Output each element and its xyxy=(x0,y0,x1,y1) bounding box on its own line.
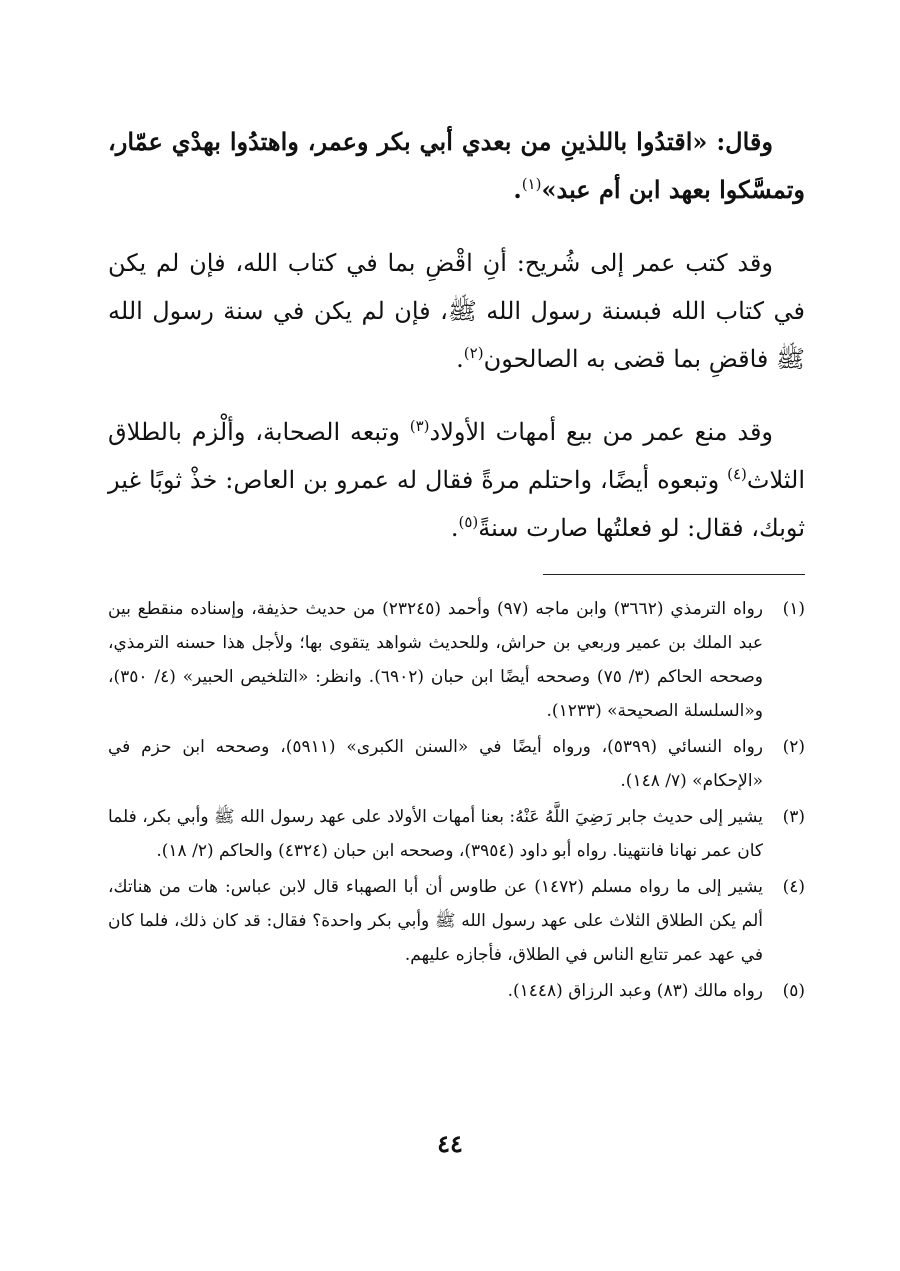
footnote-3 xyxy=(108,800,805,868)
footnote-ref-5: (٥) xyxy=(458,513,479,531)
footnote-number: (١) xyxy=(782,599,805,619)
footnote-text: رواه مالك (٨٣) وعبد الرزاق (١٤٤٨). xyxy=(507,981,763,1001)
footnote-text: رواه النسائي (٥٣٩٩)، ورواه أيضًا في «السنن الكبرى» (٥٩١١)، وصححه ابن حزم في «الإحكام» (٧/ ١٤٨). xyxy=(108,737,764,791)
paragraph-1-text: وقال: «اقتدُوا باللذينِ من بعدي أبي بكر وعمر، واهتدُوا بهدْي عمّار، وتمسَّكوا بعهد ابن أم عبد» xyxy=(108,127,805,204)
footnote-ref-4: (٤) xyxy=(727,465,747,483)
footnote-number: (٣) xyxy=(782,807,805,827)
footnote-number: (٢) xyxy=(782,737,805,757)
footnote-separator xyxy=(543,574,805,575)
paragraph-2 xyxy=(108,239,805,383)
footnote-text: يشير إلى حديث جابر رَضِيَ اللَّهُ عَنْهُ: بعنا أمهات الأولاد على عهد رسول الله ﷺ وأبي بكر، فلما كان عمر نهانا فانتهينا. رواه أبو داود (٣٩٥٤)، وصححه ابن حبان (٤٣٢٤) والحاكم (٢/ ١٨). xyxy=(108,807,763,861)
footnote-5 xyxy=(108,974,805,1008)
paragraph-1 xyxy=(108,118,805,214)
footnote-ref-1: (١) xyxy=(521,175,542,193)
footnote-number: (٥) xyxy=(782,981,805,1001)
footnote-ref-2: (٢) xyxy=(463,344,484,362)
page-number: ٤٤ xyxy=(437,1129,463,1158)
footnote-2 xyxy=(108,730,805,798)
footnote-number: (٤) xyxy=(782,877,805,897)
footnote-1 xyxy=(108,592,805,728)
main-text xyxy=(108,118,805,577)
paragraph-3-text-b: وتبعه الصحابة، وألْزم بالطلاق الثلاث xyxy=(108,418,805,494)
paragraph-2-end: . xyxy=(456,345,464,373)
paragraph-3-text-c: وتبعوه أيضًا، واحتلم مرةً فقال له عمرو بن العاص: خذْ ثوبًا غير ثوبك، فقال: لو فعلتُها صارت سنةً xyxy=(108,466,805,542)
paragraph-2-text: وقد كتب عمر إلى شُريح: أنِ اقْضِ بما في كتاب الله، فإن لم يكن في كتاب الله فبسنة رسول الله ﷺ، فإن لم يكن في سنة رسول الله ﷺ فاقضِ بما قضى به الصالحون xyxy=(108,249,805,373)
paragraph-3 xyxy=(108,408,805,552)
paragraph-3-end: . xyxy=(450,514,459,542)
paragraph-1-end: . xyxy=(513,175,522,204)
footnotes xyxy=(108,592,805,1010)
footnote-text: يشير إلى ما رواه مسلم (١٤٧٢) عن طاوس أن أبا الصهباء قال لابن عباس: هات من هناتك، ألم يكن الطلاق الثلاث على عهد رسول الله ﷺ وأبي بكر واحدة؟ فقال: قد كان ذلك، فلما كان في عهد عمر تتايع الناس في الطلاق، فأجازه عليهم. xyxy=(108,877,763,965)
footnote-text: رواه الترمذي (٣٦٦٢) وابن ماجه (٩٧) وأحمد (٢٣٢٤٥) من حديث حذيفة، وإسناده منقطع بين عبد الملك بن عمير وربعي بن حراش، وللحديث شواهد يتقوى بها؛ ولأجل هذا حسنه الترمذي، وصححه الحاكم (٣/ ٧٥) وصححه أيضًا ابن حبان (٦٩٠٢). وانظر: «التلخيص الحبير» (٤/ ٣٥٠)، و«السلسلة الصحيحة» (١٢٣٣). xyxy=(108,599,764,721)
footnote-4 xyxy=(108,870,805,972)
footnote-ref-3: (٣) xyxy=(409,417,430,435)
paragraph-3-text-a: وقد منع عمر من بيع أمهات الأولاد xyxy=(429,418,773,446)
